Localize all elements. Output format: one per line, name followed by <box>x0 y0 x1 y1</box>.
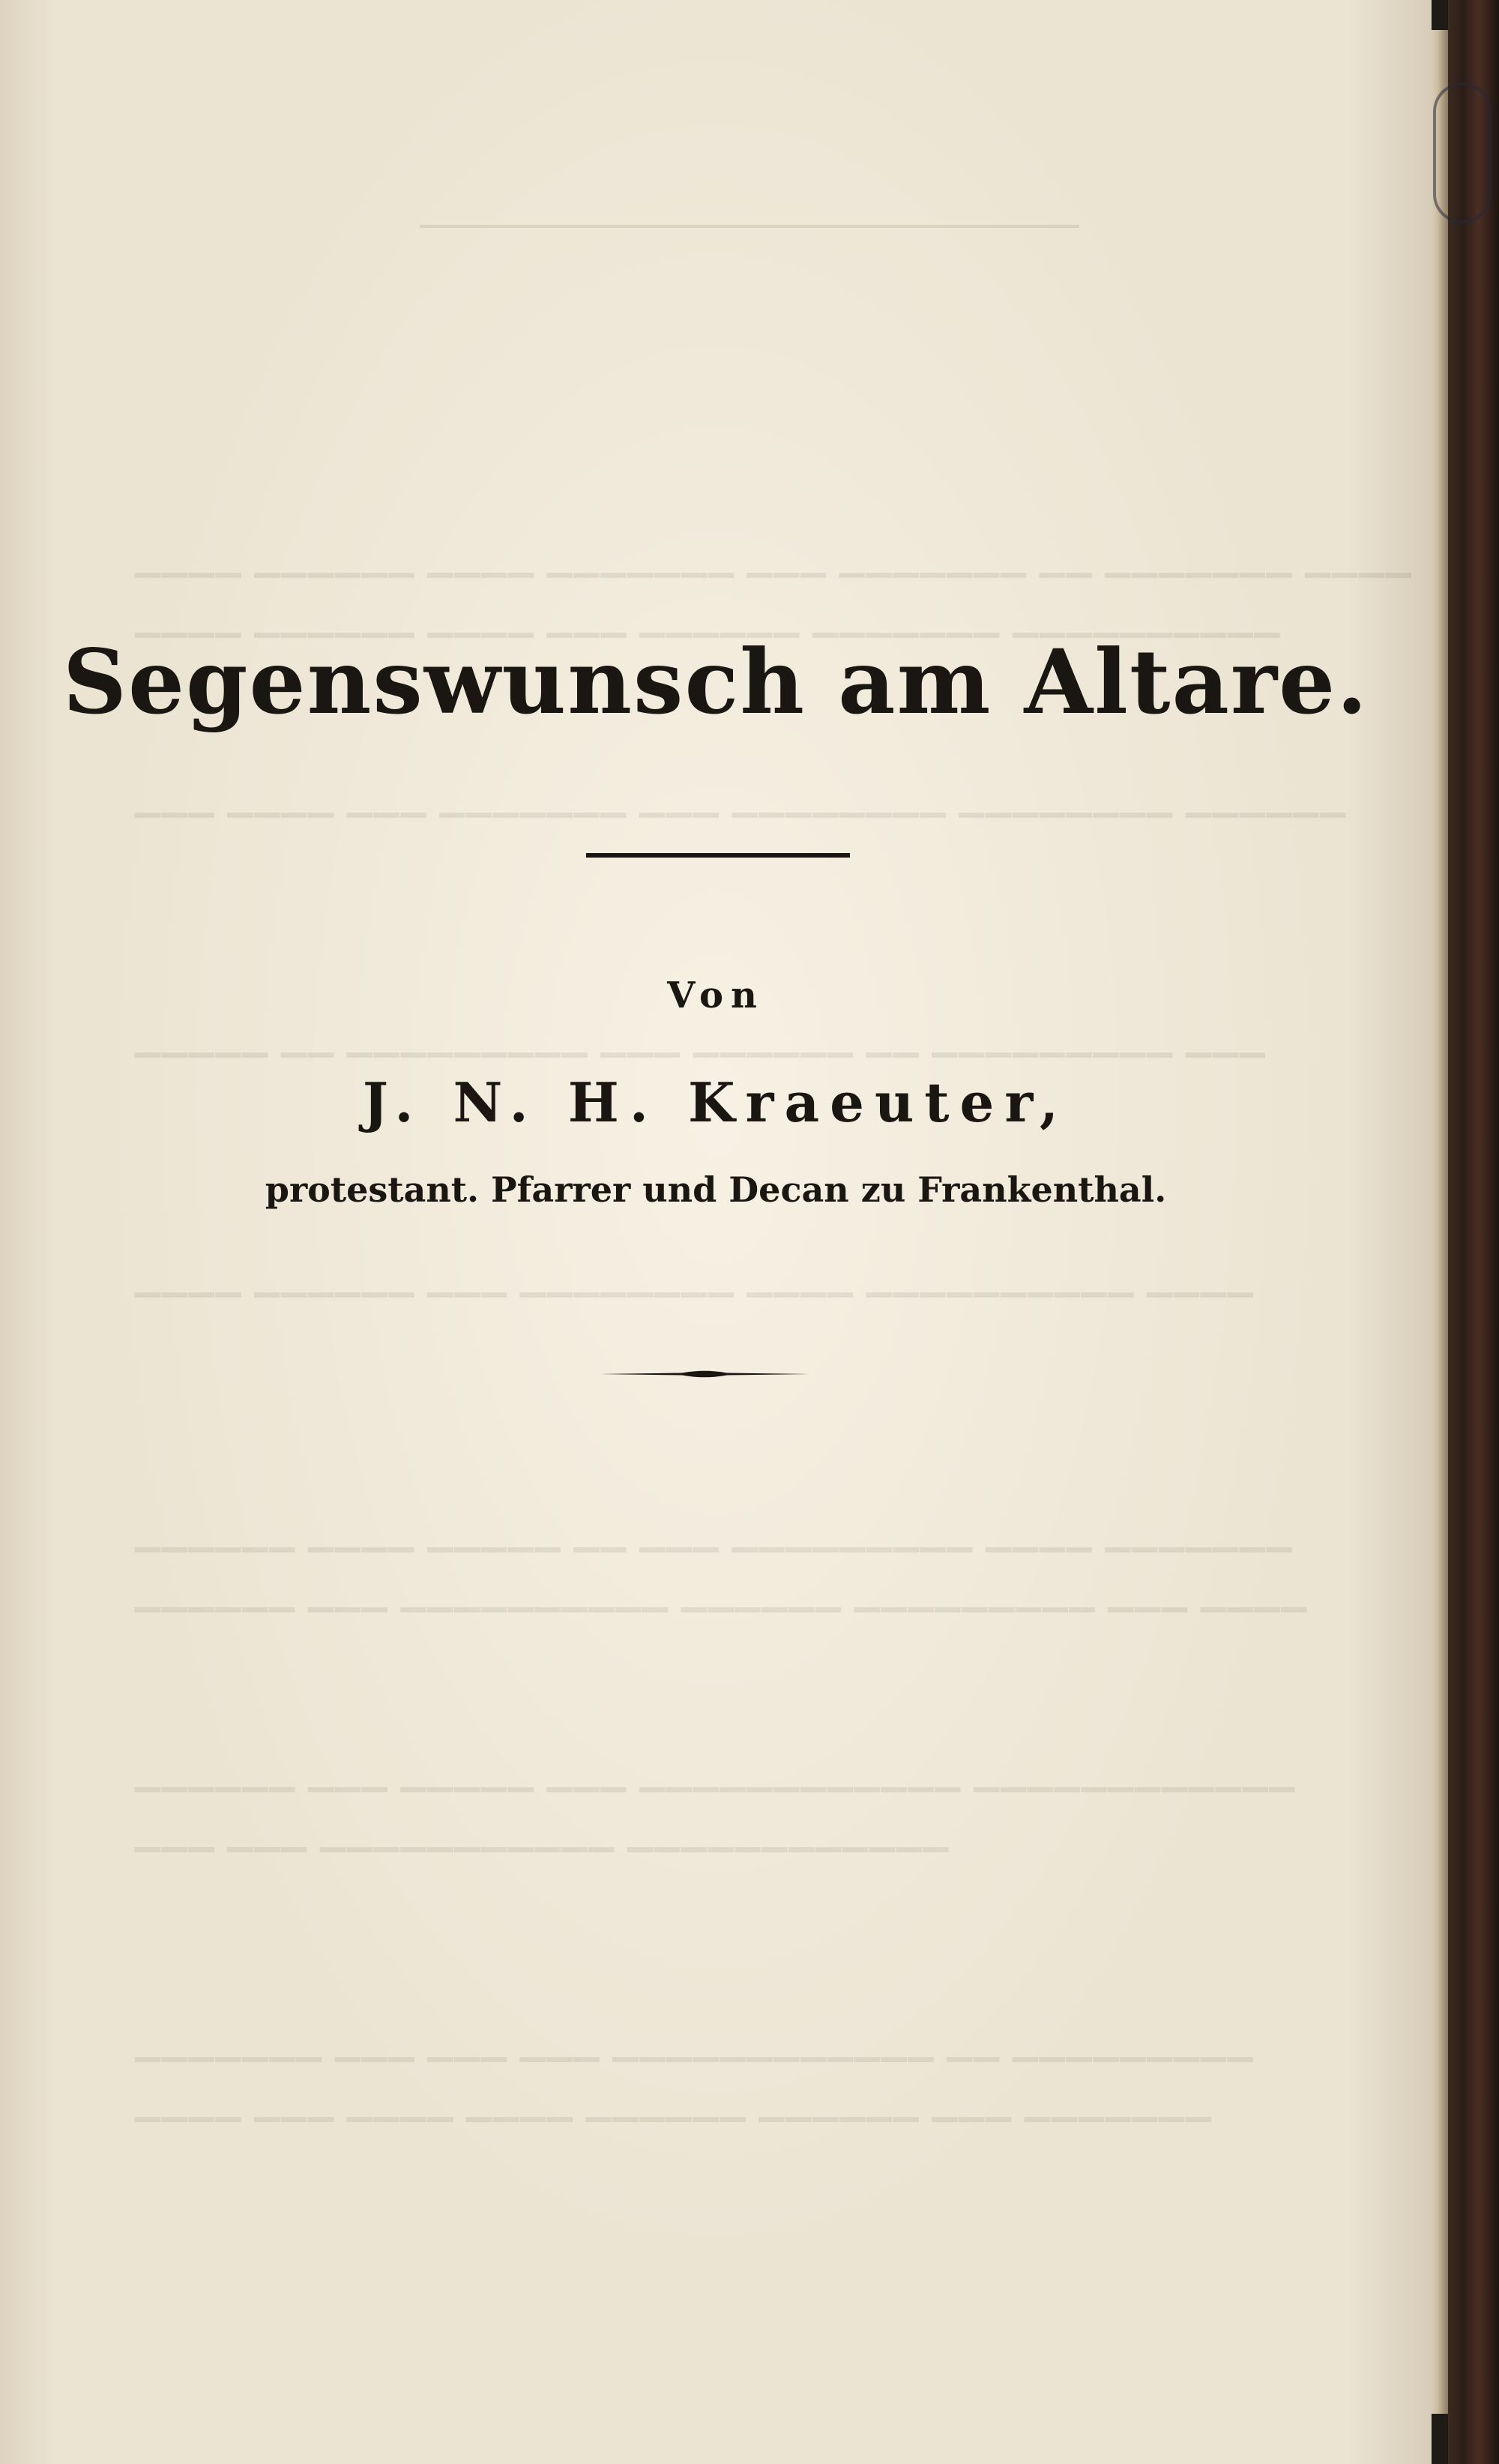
ornamental-divider-rule <box>600 1369 809 1379</box>
show-through-rule <box>420 225 1079 228</box>
show-through-line: ▁▁▁▁ ▁▁▁▁▁▁ ▁▁▁▁ ▁▁▁ ▁▁▁▁▁▁ ▁▁▁▁▁▁▁ ▁▁▁▁▁▁▁▁▁▁ <box>135 600 1282 638</box>
page-edge <box>1432 30 1448 2414</box>
show-through-line: ▁▁▁ ▁▁▁▁ ▁▁▁ ▁▁▁▁▁▁▁ ▁▁▁ ▁▁▁▁▁▁▁▁ ▁▁▁▁▁▁▁▁ ▁▁▁▁▁▁ <box>135 780 1348 818</box>
title-divider-rule <box>586 853 850 858</box>
show-through-line: ▁▁▁▁ ▁▁▁▁▁▁ ▁▁▁ ▁▁▁▁▁▁▁▁ ▁▁▁▁ ▁▁▁▁▁▁▁▁▁▁ ▁▁▁▁ <box>135 1259 1255 1298</box>
author-position: protestant. Pfarrer und Decan zu Frankenthal. <box>265 1169 1167 1210</box>
show-through-line: ▁▁▁▁▁ ▁▁ ▁▁▁▁▁▁▁▁▁ ▁▁▁ ▁▁▁▁▁▁ ▁▁ ▁▁▁▁▁▁▁▁▁ ▁▁▁ <box>135 1019 1267 1058</box>
by-line: Von <box>667 975 764 1016</box>
show-through-line: ▁▁▁▁ ▁▁▁▁▁▁ ▁▁▁▁ ▁▁▁▁▁▁▁ ▁▁▁ ▁▁▁▁▁▁▁ ▁▁ ▁▁▁▁▁▁▁ ▁▁▁▁ <box>135 540 1413 578</box>
show-through-line: ▁▁▁▁▁▁ ▁▁▁▁ ▁▁▁▁▁ ▁▁ ▁▁▁ ▁▁▁▁▁▁▁▁▁ ▁▁▁▁ ▁▁▁▁▁▁▁ <box>135 1514 1294 1552</box>
show-through-line: ▁▁▁▁▁▁ ▁▁▁ ▁▁▁▁▁ ▁▁▁ ▁▁▁▁▁▁▁▁▁▁▁▁ ▁▁▁▁▁▁▁▁▁▁▁▁ <box>135 1754 1297 1792</box>
show-through-line: ▁▁▁▁▁▁▁ ▁▁▁ ▁▁▁ ▁▁▁ ▁▁▁▁▁▁▁▁▁▁▁▁ ▁▁ ▁▁▁▁▁▁▁▁▁ <box>135 2024 1255 2062</box>
library-stamp <box>1433 82 1492 223</box>
book-cover-edge <box>1448 0 1499 2464</box>
book-title: Segenswunsch am Altare. <box>62 630 1369 734</box>
author-name: J. N. H. Kraeuter, <box>362 1070 1070 1134</box>
show-through-line: ▁▁▁▁▁▁ ▁▁▁ ▁▁▁▁▁▁▁▁▁▁ ▁▁▁▁▁▁ ▁▁▁▁▁▁▁▁▁ ▁▁▁ ▁▁▁▁ <box>135 1574 1309 1612</box>
show-through-line: ▁▁▁▁ ▁▁▁ ▁▁▁▁ ▁▁▁▁ ▁▁▁▁▁▁ ▁▁▁▁▁▁ ▁▁▁ ▁▁▁▁▁▁▁ <box>135 2084 1213 2122</box>
show-through-line: ▁▁▁ ▁▁▁ ▁▁▁▁▁▁▁▁▁▁▁ ▁▁▁▁▁▁▁▁▁▁▁▁ <box>135 1814 950 1852</box>
